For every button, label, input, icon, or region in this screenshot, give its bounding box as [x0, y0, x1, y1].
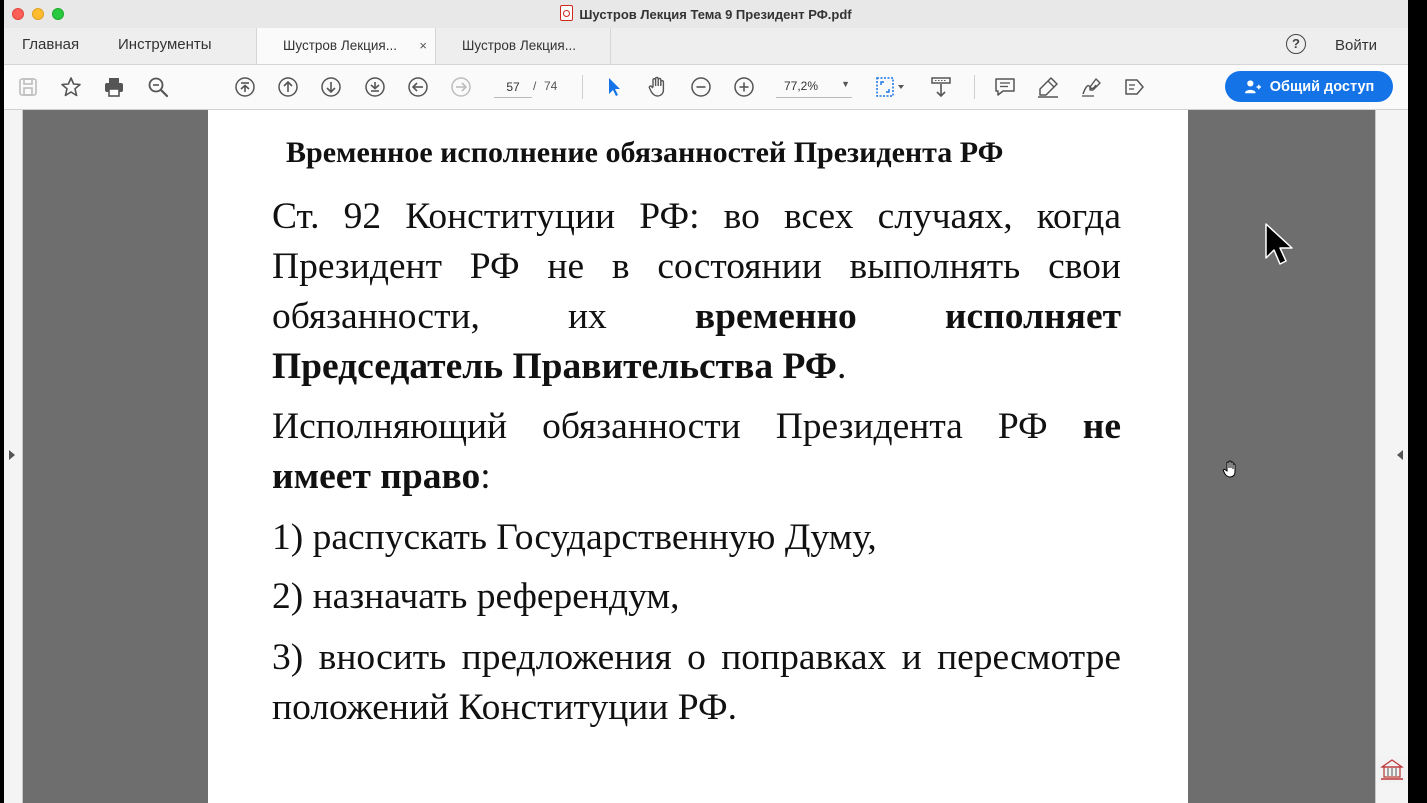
- logo-watermark-icon: [1378, 757, 1406, 783]
- list-item: 2) назначать референдум,: [272, 576, 680, 617]
- left-panel-collapsed: [4, 110, 23, 803]
- close-tab-button[interactable]: ×: [419, 38, 427, 53]
- page-separator: /: [533, 79, 537, 93]
- list-item: 3) вносить предложения о поправках и пересмотре положений Конституции РФ.: [272, 637, 1121, 728]
- help-icon[interactable]: ?: [1286, 34, 1306, 54]
- hand-tool-icon[interactable]: [644, 74, 670, 100]
- sign-icon[interactable]: [1079, 74, 1105, 100]
- bookmark-star-icon[interactable]: [58, 74, 84, 100]
- tab-tools[interactable]: Инструменты: [118, 36, 212, 53]
- chevron-down-icon: ▼: [841, 79, 850, 89]
- select-cursor-icon[interactable]: [601, 74, 627, 100]
- sign-in-button[interactable]: Войти: [1335, 37, 1377, 54]
- comment-icon[interactable]: [992, 74, 1018, 100]
- toolbar-divider: [974, 75, 975, 99]
- title-bar: [4, 0, 1408, 29]
- zoom-out-icon[interactable]: [688, 74, 714, 100]
- last-page-icon[interactable]: [362, 74, 388, 100]
- document-view[interactable]: [4, 110, 1408, 803]
- next-page-icon[interactable]: [318, 74, 344, 100]
- forward-icon[interactable]: [448, 74, 474, 100]
- fit-page-icon[interactable]: [872, 74, 908, 100]
- print-icon[interactable]: [101, 74, 127, 100]
- share-user-icon: [1244, 79, 1262, 95]
- window-title: [4, 5, 1408, 22]
- share-button-label: Общий доступ: [1269, 78, 1375, 95]
- prev-page-icon[interactable]: [275, 74, 301, 100]
- acting-president-paragraph: [272, 402, 1121, 502]
- zoom-search-icon[interactable]: [145, 74, 171, 100]
- paragraph-bold-text: не имеет право: [272, 406, 1121, 497]
- redact-tag-icon[interactable]: [1122, 74, 1148, 100]
- expand-right-panel-icon[interactable]: [1397, 450, 1403, 460]
- toolbar-divider: [582, 75, 583, 99]
- paragraph-bold-text: временно исполняет Председатель Правительства РФ: [272, 296, 1122, 387]
- paragraph-text: Исполняющий обязанности Президента РФ: [272, 406, 1083, 447]
- expand-left-panel-icon[interactable]: [9, 450, 15, 460]
- paragraph-punct: :: [480, 456, 491, 497]
- pdf-file-icon: [560, 5, 573, 21]
- page-total: 74: [544, 79, 558, 93]
- share-button[interactable]: [1225, 71, 1393, 102]
- save-icon[interactable]: [15, 74, 41, 100]
- page-number-input[interactable]: [494, 77, 532, 98]
- pdf-page: [208, 110, 1188, 803]
- back-icon[interactable]: [405, 74, 431, 100]
- document-tab-label: Шустров Лекция...: [462, 38, 576, 53]
- paragraph-text: Ст. 92 Конституции РФ: во всех случаях, когда Президент РФ не в состоянии выполнять свои обязанности, их: [272, 196, 1121, 337]
- hand-cursor-icon: [1222, 460, 1238, 478]
- list-item: 1) распускать Государственную Думу,: [272, 517, 877, 558]
- right-panel-collapsed: [1375, 110, 1408, 803]
- tab-bar: [4, 28, 1408, 65]
- zoom-in-icon[interactable]: [731, 74, 757, 100]
- document-tab-active[interactable]: [256, 28, 436, 64]
- paragraph-punct: .: [836, 346, 847, 387]
- article-92-paragraph: [272, 192, 1121, 392]
- window-title-text: Шустров Лекция Тема 9 Президент РФ.pdf: [579, 7, 852, 22]
- mouse-pointer-icon: [1264, 222, 1296, 266]
- document-tab-inactive[interactable]: [436, 28, 611, 64]
- tab-home[interactable]: Главная: [22, 36, 80, 53]
- slide-title: Временное исполнение обязанностей Президента РФ: [286, 136, 1004, 169]
- toolbar: [4, 65, 1408, 110]
- zoom-dropdown[interactable]: [776, 77, 852, 98]
- document-tab-label: Шустров Лекция...: [283, 38, 397, 53]
- pdf-viewer-window: [4, 0, 1408, 803]
- scroll-mode-icon[interactable]: [928, 74, 954, 100]
- zoom-value: 77,2%: [784, 79, 819, 93]
- highlight-pen-icon[interactable]: [1035, 74, 1061, 100]
- first-page-icon[interactable]: [232, 74, 258, 100]
